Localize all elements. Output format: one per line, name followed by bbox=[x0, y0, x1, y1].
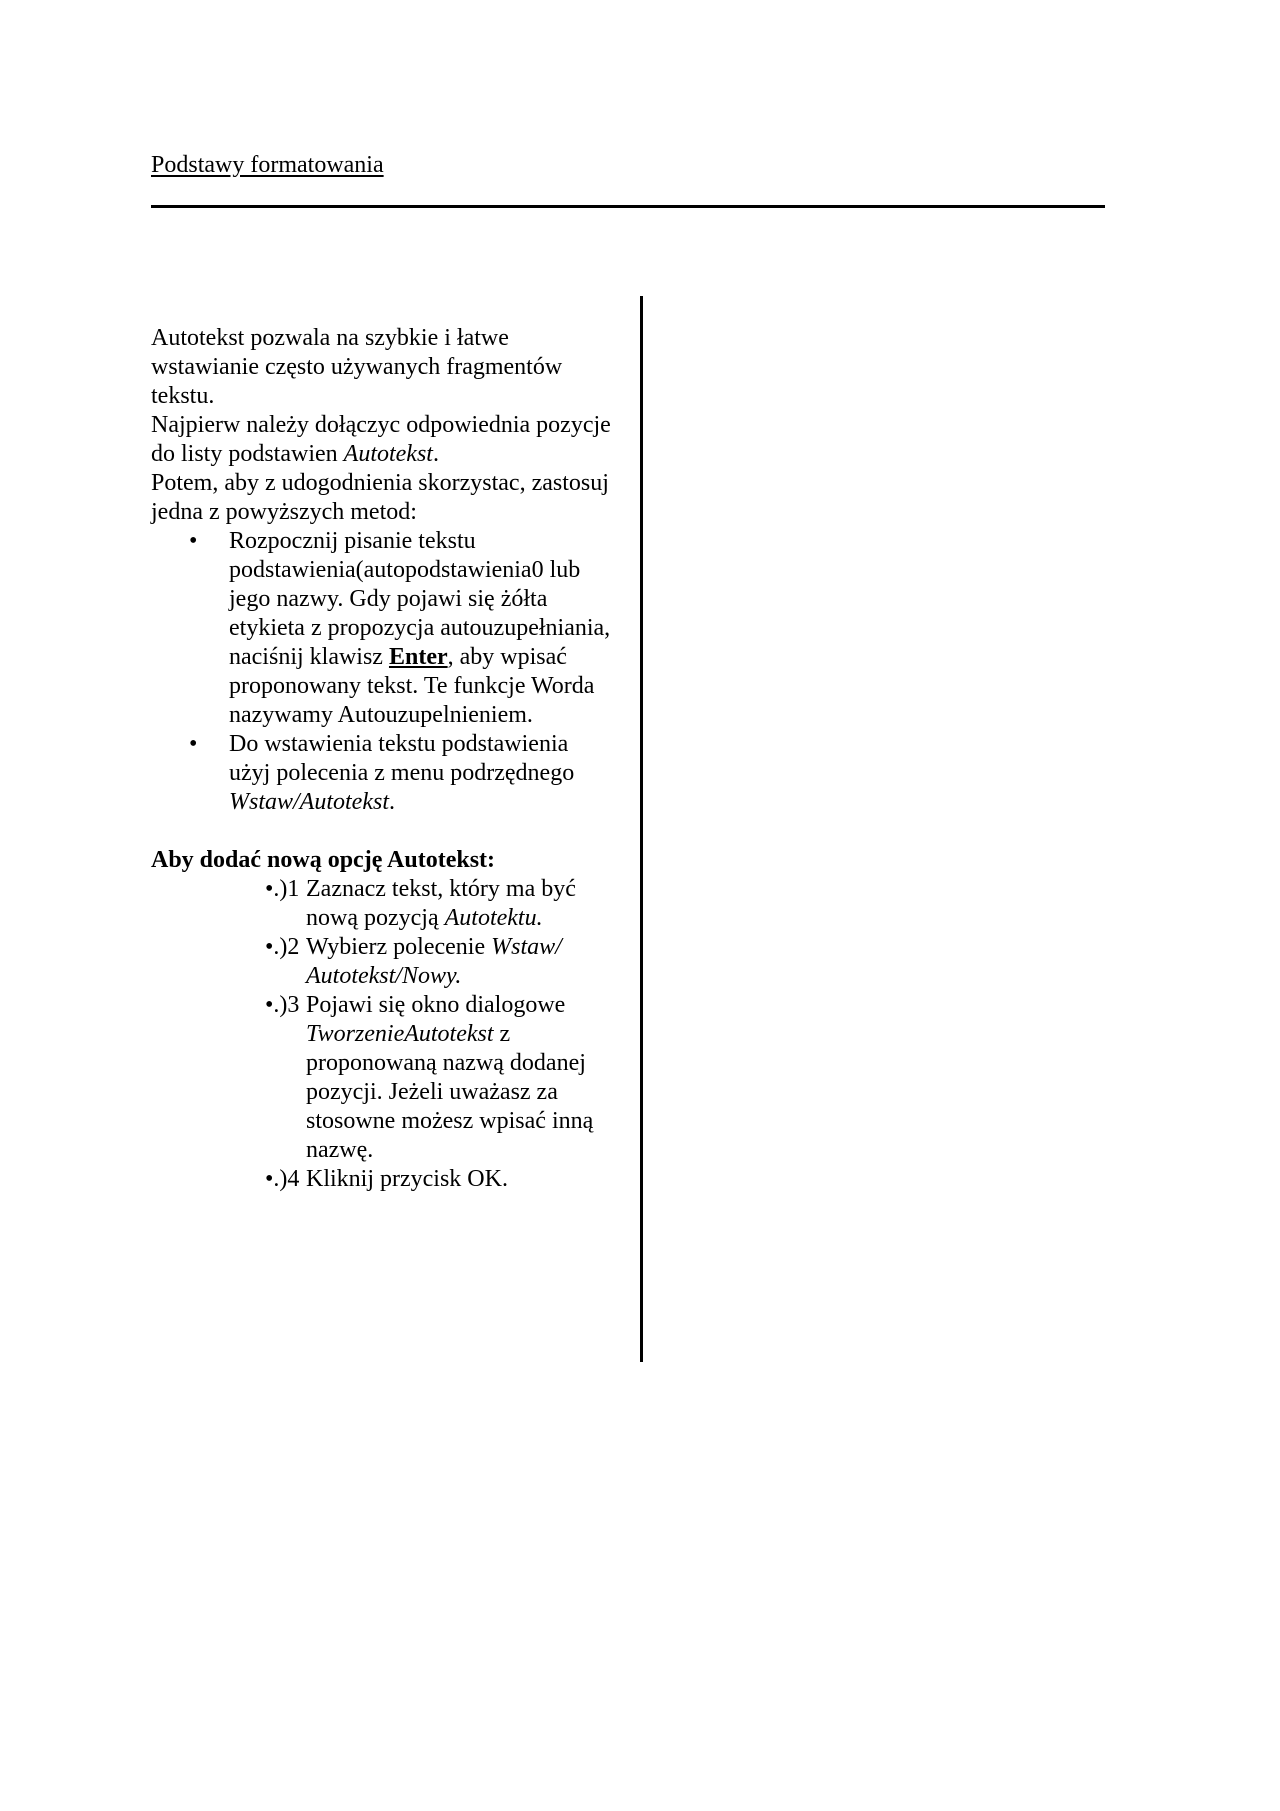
step-item bbox=[151, 933, 611, 991]
step-4-text-a: Kliknij przycisk OK. bbox=[306, 1166, 508, 1192]
menu-path: Wstaw/Autotekst bbox=[229, 789, 389, 815]
spacer bbox=[151, 817, 611, 846]
intro-paragraph bbox=[151, 324, 611, 411]
step-2-term: Wstaw/ Autotekst/Nowy. bbox=[306, 934, 562, 989]
step-2-text-a: Wybierz polecenie bbox=[306, 934, 492, 960]
step-item bbox=[151, 1165, 611, 1194]
section-heading: Aby dodać nową opcję Autotekst: bbox=[151, 847, 496, 873]
list-item bbox=[151, 527, 611, 730]
step-3-text-c: z proponowaną nazwą dodanej pozycji. Jeżeli uważasz za stosowne możesz wpisać inną nazwę. bbox=[306, 1021, 594, 1163]
step-3-term: TworzenieAutotekst bbox=[306, 1021, 494, 1047]
bullet-2-text-a: Do wstawienia tekstu podstawienia użyj polecenia z menu podrzędnego bbox=[229, 731, 575, 786]
methods-list bbox=[151, 527, 611, 817]
bullet-1-text-a: Rozpocznij pisanie tekstu podstawienia(autopodstawienia0 lub jego nazwy. Gdy pojawi się żółta etykieta z propozycja autouzupełniania, naciśnij klawisz bbox=[229, 528, 611, 670]
bullet-symbol: • bbox=[189, 528, 198, 554]
text-column bbox=[151, 324, 611, 1194]
bullet-symbol: • bbox=[189, 731, 198, 757]
step-item bbox=[151, 991, 611, 1165]
header-divider bbox=[151, 205, 1105, 208]
bullet-1-text-b: , aby wpisać proponowany tekst. Te funkcje Worda nazywamy Autouzupelnieniem. bbox=[229, 644, 595, 728]
intro-paragraph-2 bbox=[151, 411, 611, 469]
step-3-text-a: Pojawi się okno dialogowe bbox=[306, 992, 566, 1018]
bullet-2-text-c: . bbox=[388, 789, 395, 815]
step-number: •.)3 bbox=[265, 992, 300, 1018]
intro-text-2a: Najpierw należy dołączyc odpowiednia pozycje do listy podstawien bbox=[151, 412, 611, 467]
step-number: •.)1 bbox=[265, 876, 300, 902]
intro-paragraph-3 bbox=[151, 469, 611, 527]
step-item bbox=[151, 875, 611, 933]
intro-text-2c: . bbox=[432, 441, 439, 467]
enter-key-label: Enter bbox=[388, 644, 448, 670]
column-divider bbox=[640, 296, 643, 1362]
page-header-title: Podstawy formatowania bbox=[151, 152, 384, 178]
steps-list bbox=[151, 875, 611, 1194]
list-item bbox=[151, 730, 611, 817]
step-1-term: Autotektu. bbox=[444, 905, 543, 931]
step-number: •.)2 bbox=[265, 934, 300, 960]
autotekst-term: Autotekst bbox=[343, 441, 433, 467]
intro-text-3: Potem, aby z udogodnienia skorzystac, zastosuj jedna z powyższych metod: bbox=[151, 470, 609, 525]
step-1-text-a: Zaznacz tekst, który ma być nową pozycją bbox=[306, 876, 576, 931]
step-number: •.)4 bbox=[265, 1166, 300, 1192]
intro-text: Autotekst pozwala na szybkie i łatwe wstawianie często używanych fragmentów tekstu. bbox=[151, 325, 563, 409]
